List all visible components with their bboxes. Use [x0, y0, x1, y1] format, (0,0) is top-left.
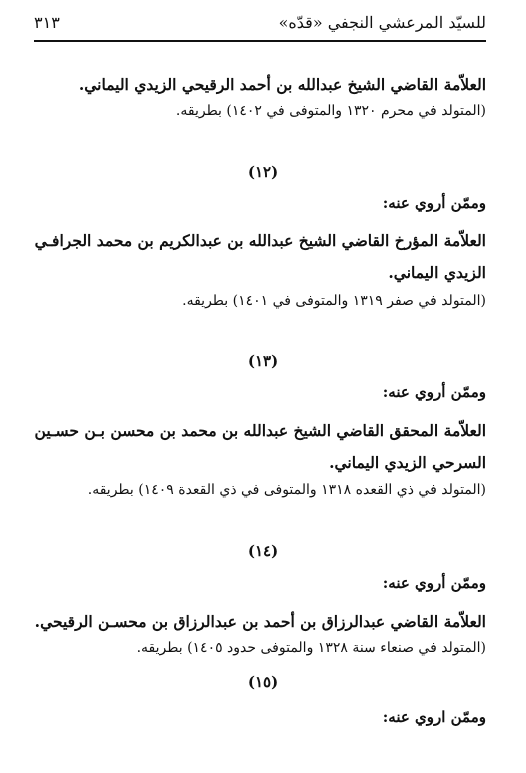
entry-main-text-continued: السرحي الزيدي اليماني.: [329, 453, 486, 472]
entry-number: (١٤): [247, 542, 279, 560]
entry-heading: وممّن أروي عنه:: [382, 574, 486, 592]
entry-note: (المتولد في ذي القعده ١٣١٨ والمتوفى في ذي القعدة ١٤٠٩) بطريقه.: [87, 482, 486, 498]
header-title: للسيّد المرعشي النجفي «قدّه»: [278, 12, 486, 32]
entry-main-text: العلاّمة القاضي الشيخ عبدالله بن أحمد الرقيحي الزيدي اليماني.: [78, 75, 486, 94]
entry-note: (المتولد في صفر ١٣١٩ والمتوفى في ١٤٠١) بطريقه.: [182, 293, 486, 309]
entry-heading: وممّن أروي عنه:: [382, 194, 486, 212]
running-header: [34, 8, 486, 36]
entry-main-text: العلاّمة المحقق القاضي الشيخ عبدالله بن محمد بن محسن بـن حسـين: [34, 421, 486, 440]
page-number: ٣١٣: [34, 12, 60, 32]
entry-note: (المتولد في محرم ١٣٢٠ والمتوفى في ١٤٠٢) بطريقه.: [175, 103, 486, 119]
entry-number: (١٥): [247, 673, 279, 691]
entry-number: (١٣): [247, 352, 279, 370]
entry-heading: وممّن أروي عنه:: [382, 383, 486, 401]
entry-number: (١٢): [247, 163, 279, 181]
entry-main-text: العلاّمة القاضي عبدالرزاق بن أحمد بن عبدالرزاق بن محسـن الرقيحي.: [34, 612, 486, 631]
entry-main-text: العلاّمة المؤرخ القاضي الشيخ عبدالله بن عبدالكريم بن محمد الجرافـي: [34, 231, 486, 250]
entry-heading: وممّن اروي عنه:: [382, 708, 486, 726]
entry-note: (المتولد في صنعاء سنة ١٣٢٨ والمتوفى حدود ١٤٠٥) بطريقه.: [136, 640, 486, 656]
entry-main-text-continued: الزيدي اليماني.: [388, 263, 486, 282]
header-rule: [34, 40, 486, 42]
